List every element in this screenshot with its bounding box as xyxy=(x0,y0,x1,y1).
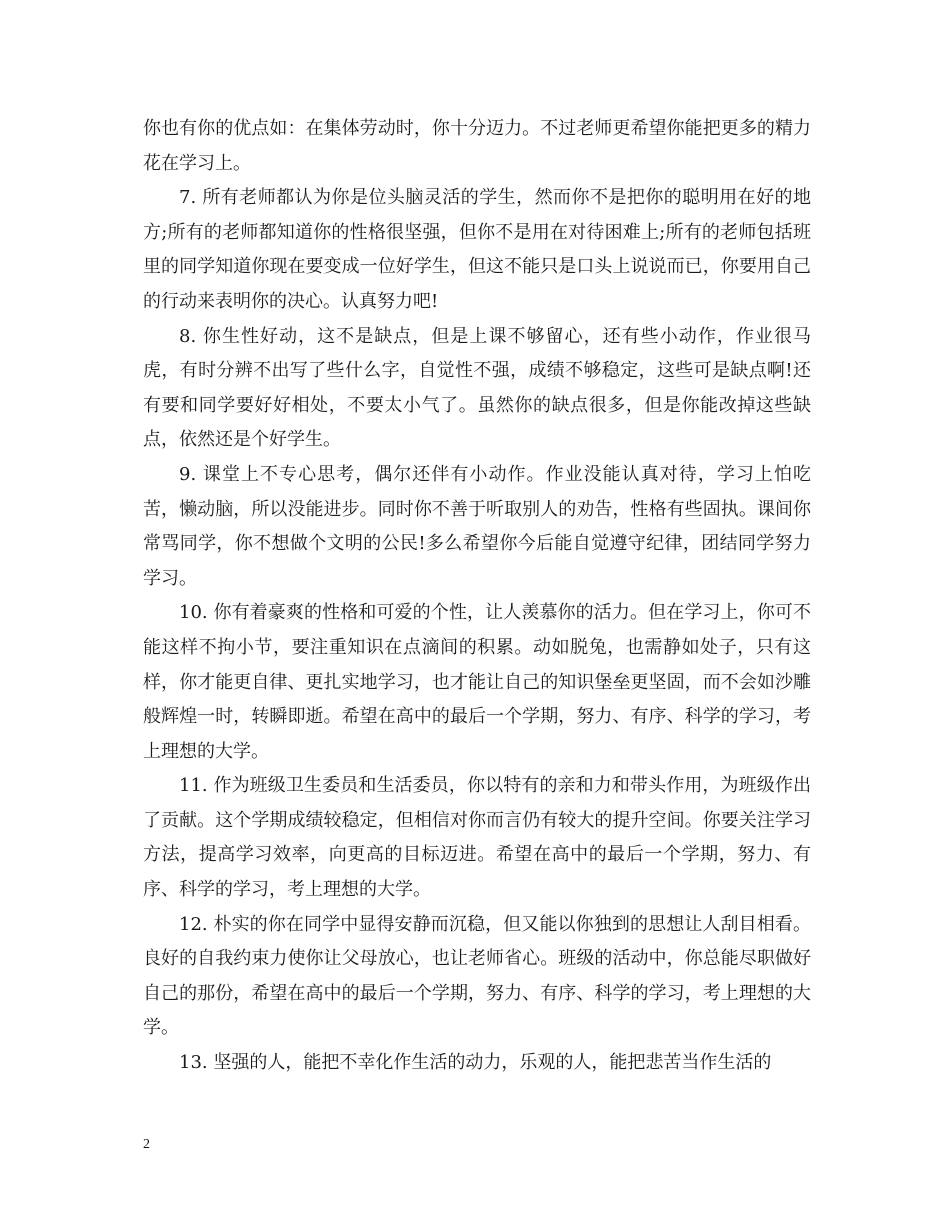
paragraph-item-7: 7. 所有老师都认为你是位头脑灵活的学生，然而你不是把你的聪明用在好的地方;所有的老师都知道你的性格很坚强，但你不是用在对待困难上;所有的老师包括班里的同学知道你现在要变成一位好学生，但这不能只是口头上说说而已，你要用自己的行动来表明你的决心。认真努力吧! xyxy=(143,187,811,312)
paragraph-item-11: 11. 作为班级卫生委员和生活委员，你以特有的亲和力和带头作用，为班级作出了贡献。这个学期成绩较稳定，但相信对你而言仍有较大的提升空间。你要关注学习方法，提高学习效率，向更高的目标迈进。希望在高中的最后一个学期，努力、有序、科学的学习，考上理想的大学。 xyxy=(143,775,811,901)
paragraph-item-13: 13. 坚强的人，能把不幸化作生活的动力，乐观的人，能把悲苦当作生活的 xyxy=(179,1052,772,1074)
paragraph-item-9: 9. 课堂上不专心思考，偶尔还伴有小动作。作业没能认真对待，学习上怕吃苦，懒动脑，所以没能进步。同时你不善于听取别人的劝告，性格有些固执。课间你常骂同学，你不想做个文明的公民!多么希望你今后能自觉遵守纪律，团结同学努力学习。 xyxy=(143,463,811,589)
document-body xyxy=(143,112,811,1081)
page-number: 2 xyxy=(143,1137,150,1152)
paragraph-item-10: 10. 你有着豪爽的性格和可爱的个性，让人羡慕你的活力。但在学习上，你可不能这样不拘小节，要注重知识在点滴间的积累。动如脱兔，也需静如处子，只有这样，你才能更自律、更扎实地学习，也才能让自己的知识堡垒更坚固，而不会如沙雕般辉煌一时，转瞬即逝。希望在高中的最后一个学期，努力、有序、科学的学习，考上理想的大学。 xyxy=(143,602,811,762)
paragraph-continuation: 你也有你的优点如：在集体劳动时，你十分迈力。不过老师更希望你能把更多的精力花在学习上。 xyxy=(143,118,811,174)
paragraph-item-12: 12. 朴实的你在同学中显得安静而沉稳，但又能以你独到的思想让人刮目相看。良好的自我约束力使你让父母放心，也让老师省心。班级的活动中，你总能尽职做好自己的那份，希望在高中的最后一个学期，努力、有序、科学的学习，考上理想的大学。 xyxy=(143,913,811,1039)
paragraph-item-8: 8. 你生性好动，这不是缺点，但是上课不够留心，还有些小动作，作业很马虎，有时分辨不出写了些什么字，自觉性不强，成绩不够稳定，这些可是缺点啊!还有要和同学要好好相处，不要太小气了。虽然你的缺点很多，但是你能改掉这些缺点，依然还是个好学生。 xyxy=(143,325,811,451)
